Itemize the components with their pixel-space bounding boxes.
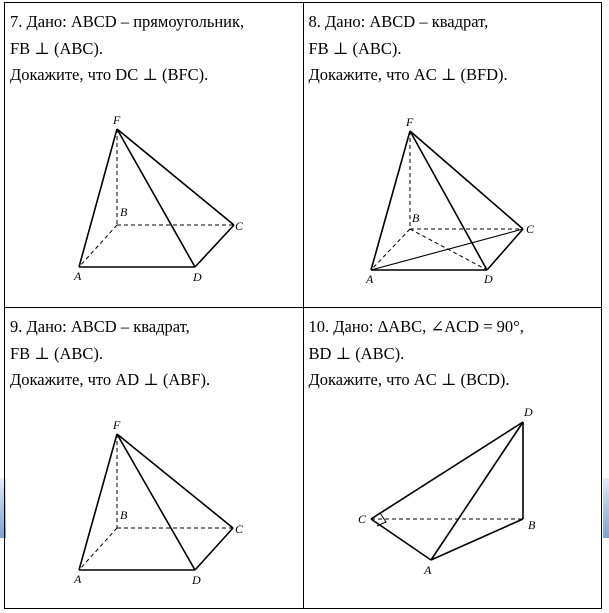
label-a: A <box>365 272 373 286</box>
edge-fc <box>117 434 233 528</box>
problem-7-line-1: 7. Дано: ABCD – прямоугольник, <box>10 12 245 31</box>
edge-fd <box>117 434 195 570</box>
label-f: F <box>113 113 121 127</box>
edge-fc <box>117 129 234 225</box>
problem-9-line-1: 9. Дано: ABCD – квадрат, <box>10 317 190 336</box>
problem-9-figure <box>5 308 304 609</box>
problem-8-line-2: FB ⊥ (ABC). <box>308 38 402 58</box>
edge-fc <box>410 131 523 229</box>
problem-7-cell <box>5 3 304 308</box>
problem-7-line-2: FB ⊥ (ABC). <box>10 38 103 58</box>
edge-dc <box>371 422 523 519</box>
label-c: C <box>357 512 366 526</box>
problem-10-cell <box>303 308 602 609</box>
problem-9-line-2: FB ⊥ (ABC). <box>10 343 103 363</box>
problem-7-line-3: Докажите, что DC ⊥ (BFC). <box>10 65 209 84</box>
label-c: C <box>235 219 244 233</box>
label-b: B <box>120 508 128 522</box>
label-d: D <box>523 405 533 419</box>
edge-fd <box>117 129 195 267</box>
edge-dc <box>195 528 233 570</box>
problem-10-line-1: 10. Дано: ΔABC, ∠ACD = 90°, <box>308 317 524 336</box>
label-b: B <box>411 211 419 225</box>
label-f: F <box>113 418 121 432</box>
edge-dc <box>487 229 523 270</box>
label-d: D <box>483 272 493 286</box>
problems-table <box>4 2 602 609</box>
label-a: A <box>423 563 431 577</box>
label-b: B <box>120 205 128 219</box>
problem-8-figure <box>304 3 603 308</box>
problem-10-line-3: Докажите, что AC ⊥ (BCD). <box>308 370 510 389</box>
label-d: D <box>192 573 201 587</box>
edge-dc <box>195 225 234 267</box>
problem-8-cell <box>303 3 602 308</box>
label-c: C <box>525 222 534 236</box>
label-a: A <box>74 269 82 283</box>
problem-9-line-3: Докажите, что AD ⊥ (ABF). <box>10 370 211 389</box>
problem-8-line-1: 8. Дано: ABCD – квадрат, <box>308 12 489 31</box>
label-f: F <box>405 115 413 129</box>
label-b: B <box>527 518 535 532</box>
problem-7-figure <box>5 3 304 308</box>
label-d: D <box>193 270 202 284</box>
label-a: A <box>74 572 82 586</box>
edge-ac <box>371 229 523 270</box>
problem-10-line-2: BD ⊥ (ABC). <box>308 343 405 363</box>
label-c: C <box>235 522 244 536</box>
problem-10-figure <box>304 308 603 609</box>
problem-9-cell <box>5 308 304 609</box>
problem-8-line-3: Докажите, что AC ⊥ (BFD). <box>308 65 508 84</box>
window-edge-right <box>603 478 609 538</box>
